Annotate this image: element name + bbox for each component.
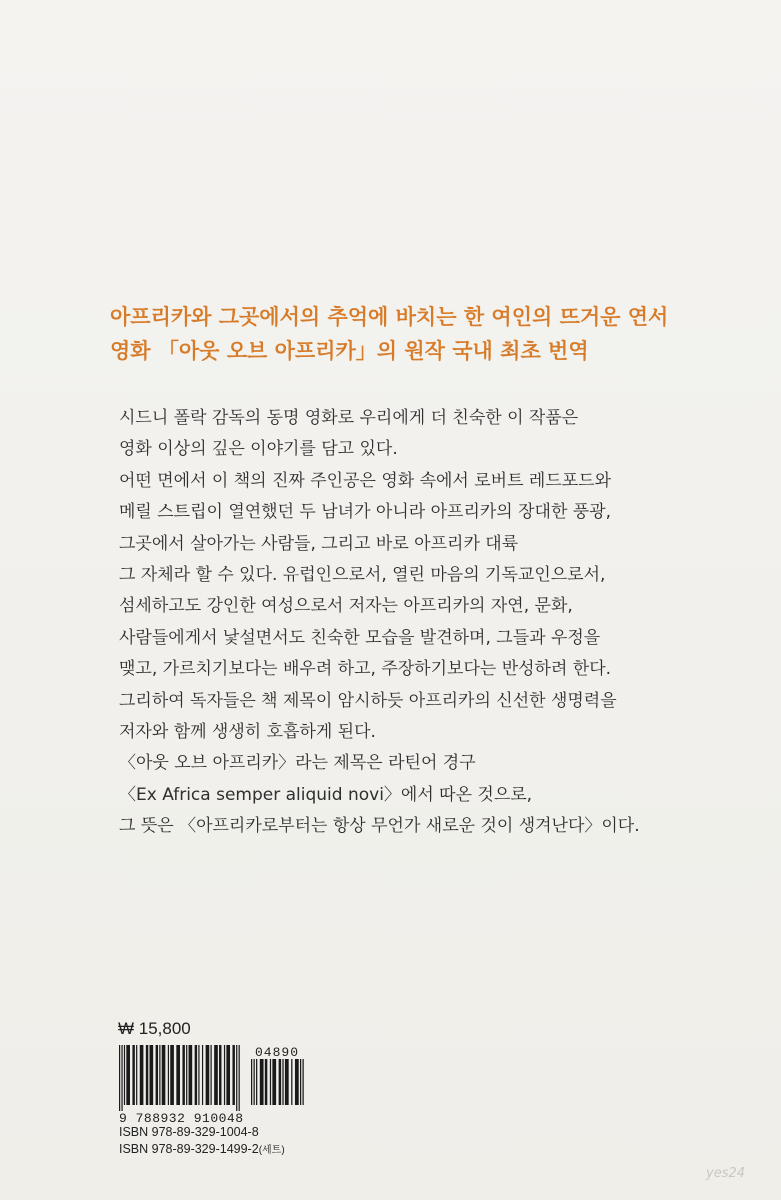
barcode-bar <box>291 1059 292 1105</box>
description-line: 그 자체라 할 수 있다. 유럽인으로서, 열린 마음의 기독교인으로서, <box>119 565 606 586</box>
isbn-line-2 <box>119 1141 285 1156</box>
description-line: 어떤 면에서 이 책의 진짜 주인공은 영화 속에서 로버트 레드포드와 <box>119 470 612 491</box>
barcode-bar <box>182 1045 184 1105</box>
barcode-bar <box>226 1045 230 1105</box>
description-line: 저자와 함께 생생히 호흡하게 된다. <box>119 722 376 743</box>
barcode-bar <box>202 1045 203 1105</box>
barcode-bar <box>260 1059 264 1105</box>
headline-line-1: 아프리카와 그곳에서의 추억에 바치는 한 여인의 뜨거운 연서 <box>110 305 669 329</box>
barcode-bar <box>170 1045 174 1105</box>
barcode-bar <box>140 1045 144 1105</box>
barcode-bar <box>239 1045 240 1111</box>
barcode-bar <box>272 1059 276 1105</box>
barcode-bar <box>206 1045 210 1105</box>
description-line: 섬세하고도 강인한 여성으로서 저자는 아프리카의 자연, 문화, <box>119 596 573 617</box>
description <box>119 403 719 843</box>
description-line: 시드니 폴락 감독의 동명 영화로 우리에게 더 친숙한 이 작품은 <box>119 408 579 428</box>
barcode-bar <box>265 1059 268 1105</box>
description-line: 그 뜻은 〈아프리카로부터는 항상 무언가 새로운 것이 생겨난다〉이다. <box>119 816 640 837</box>
barcode-bar <box>232 1045 234 1105</box>
barcode-bar <box>132 1045 134 1105</box>
barcode-bar <box>126 1045 130 1105</box>
barcode-bar <box>254 1059 255 1105</box>
isbn-set-label: (세트) <box>258 1145 285 1156</box>
barcode-bar <box>176 1045 180 1105</box>
barcode-bar <box>195 1045 197 1105</box>
description-line: 사람들에게서 낯설면서도 친숙한 모습을 발견하며, 그들과 우정을 <box>119 627 601 648</box>
headline <box>110 300 730 368</box>
barcode-bar <box>256 1059 257 1105</box>
barcode-bar <box>124 1045 125 1105</box>
barcode-bar <box>302 1059 303 1105</box>
barcode-bar <box>150 1045 154 1105</box>
barcode-addon-bars <box>251 1059 305 1111</box>
barcode-bar <box>219 1045 221 1105</box>
barcode-bar <box>189 1045 193 1105</box>
description-line: 〈Ex Africa semper aliquid novi〉에서 따온 것으로, <box>119 784 533 805</box>
description-line: 〈아웃 오브 아프리카〉라는 제목은 라틴어 경구 <box>119 753 476 774</box>
barcode-bar <box>121 1045 122 1111</box>
description-line: 영화 이상의 깊은 이야기를 담고 있다. <box>119 439 398 460</box>
barcode-bar <box>136 1045 137 1105</box>
barcode-bar <box>214 1045 218 1105</box>
description-line: 맺고, 가르치기보다는 배우려 하고, 주장하기보다는 반성하려 한다. <box>119 659 612 680</box>
description-line: 메릴 스트립이 열연했던 두 남녀가 아니라 아프리카의 장대한 풍광, <box>119 502 612 523</box>
barcode-bar <box>282 1059 283 1105</box>
barcode-bar <box>270 1059 271 1105</box>
barcode-bar <box>168 1045 169 1105</box>
watermark: yes24 <box>706 1166 746 1181</box>
description-line: 그곳에서 살아가는 사람들, 그리고 바로 아프리카 대륙 <box>119 533 519 554</box>
barcode-addon-digits: 04890 <box>255 1045 300 1060</box>
barcode-bar <box>300 1059 301 1105</box>
headline-line-2: 영화 「아웃 오브 아프리카」의 원작 국내 최초 번역 <box>110 339 589 363</box>
barcode-bar <box>159 1045 160 1105</box>
barcode-bar <box>251 1059 252 1105</box>
description-line: 그리하여 독자들은 책 제목이 암시하듯 아프리카의 신선한 생명력을 <box>119 690 617 711</box>
barcode-bar <box>156 1045 158 1105</box>
barcode-bar <box>295 1059 299 1105</box>
barcode-main-digits: 9 788932 910048 <box>119 1111 244 1126</box>
isbn-line-2-number: ISBN 978-89-329-1499-2 <box>119 1142 259 1156</box>
barcode-bar <box>224 1045 225 1105</box>
barcode-main-bars <box>119 1045 241 1111</box>
barcode-bar <box>198 1045 199 1105</box>
isbn-line-1: ISBN 978-89-329-1004-8 <box>119 1125 259 1139</box>
price: ₩ 15,800 <box>118 1019 191 1038</box>
barcode-bar <box>146 1045 148 1105</box>
barcode-bar <box>162 1045 166 1105</box>
barcode-bar <box>285 1059 289 1105</box>
barcode-bar <box>211 1045 212 1105</box>
barcode-bar <box>236 1045 237 1111</box>
barcode-bar <box>186 1045 187 1105</box>
barcode-bar <box>119 1045 120 1111</box>
barcode-bar <box>279 1059 282 1105</box>
